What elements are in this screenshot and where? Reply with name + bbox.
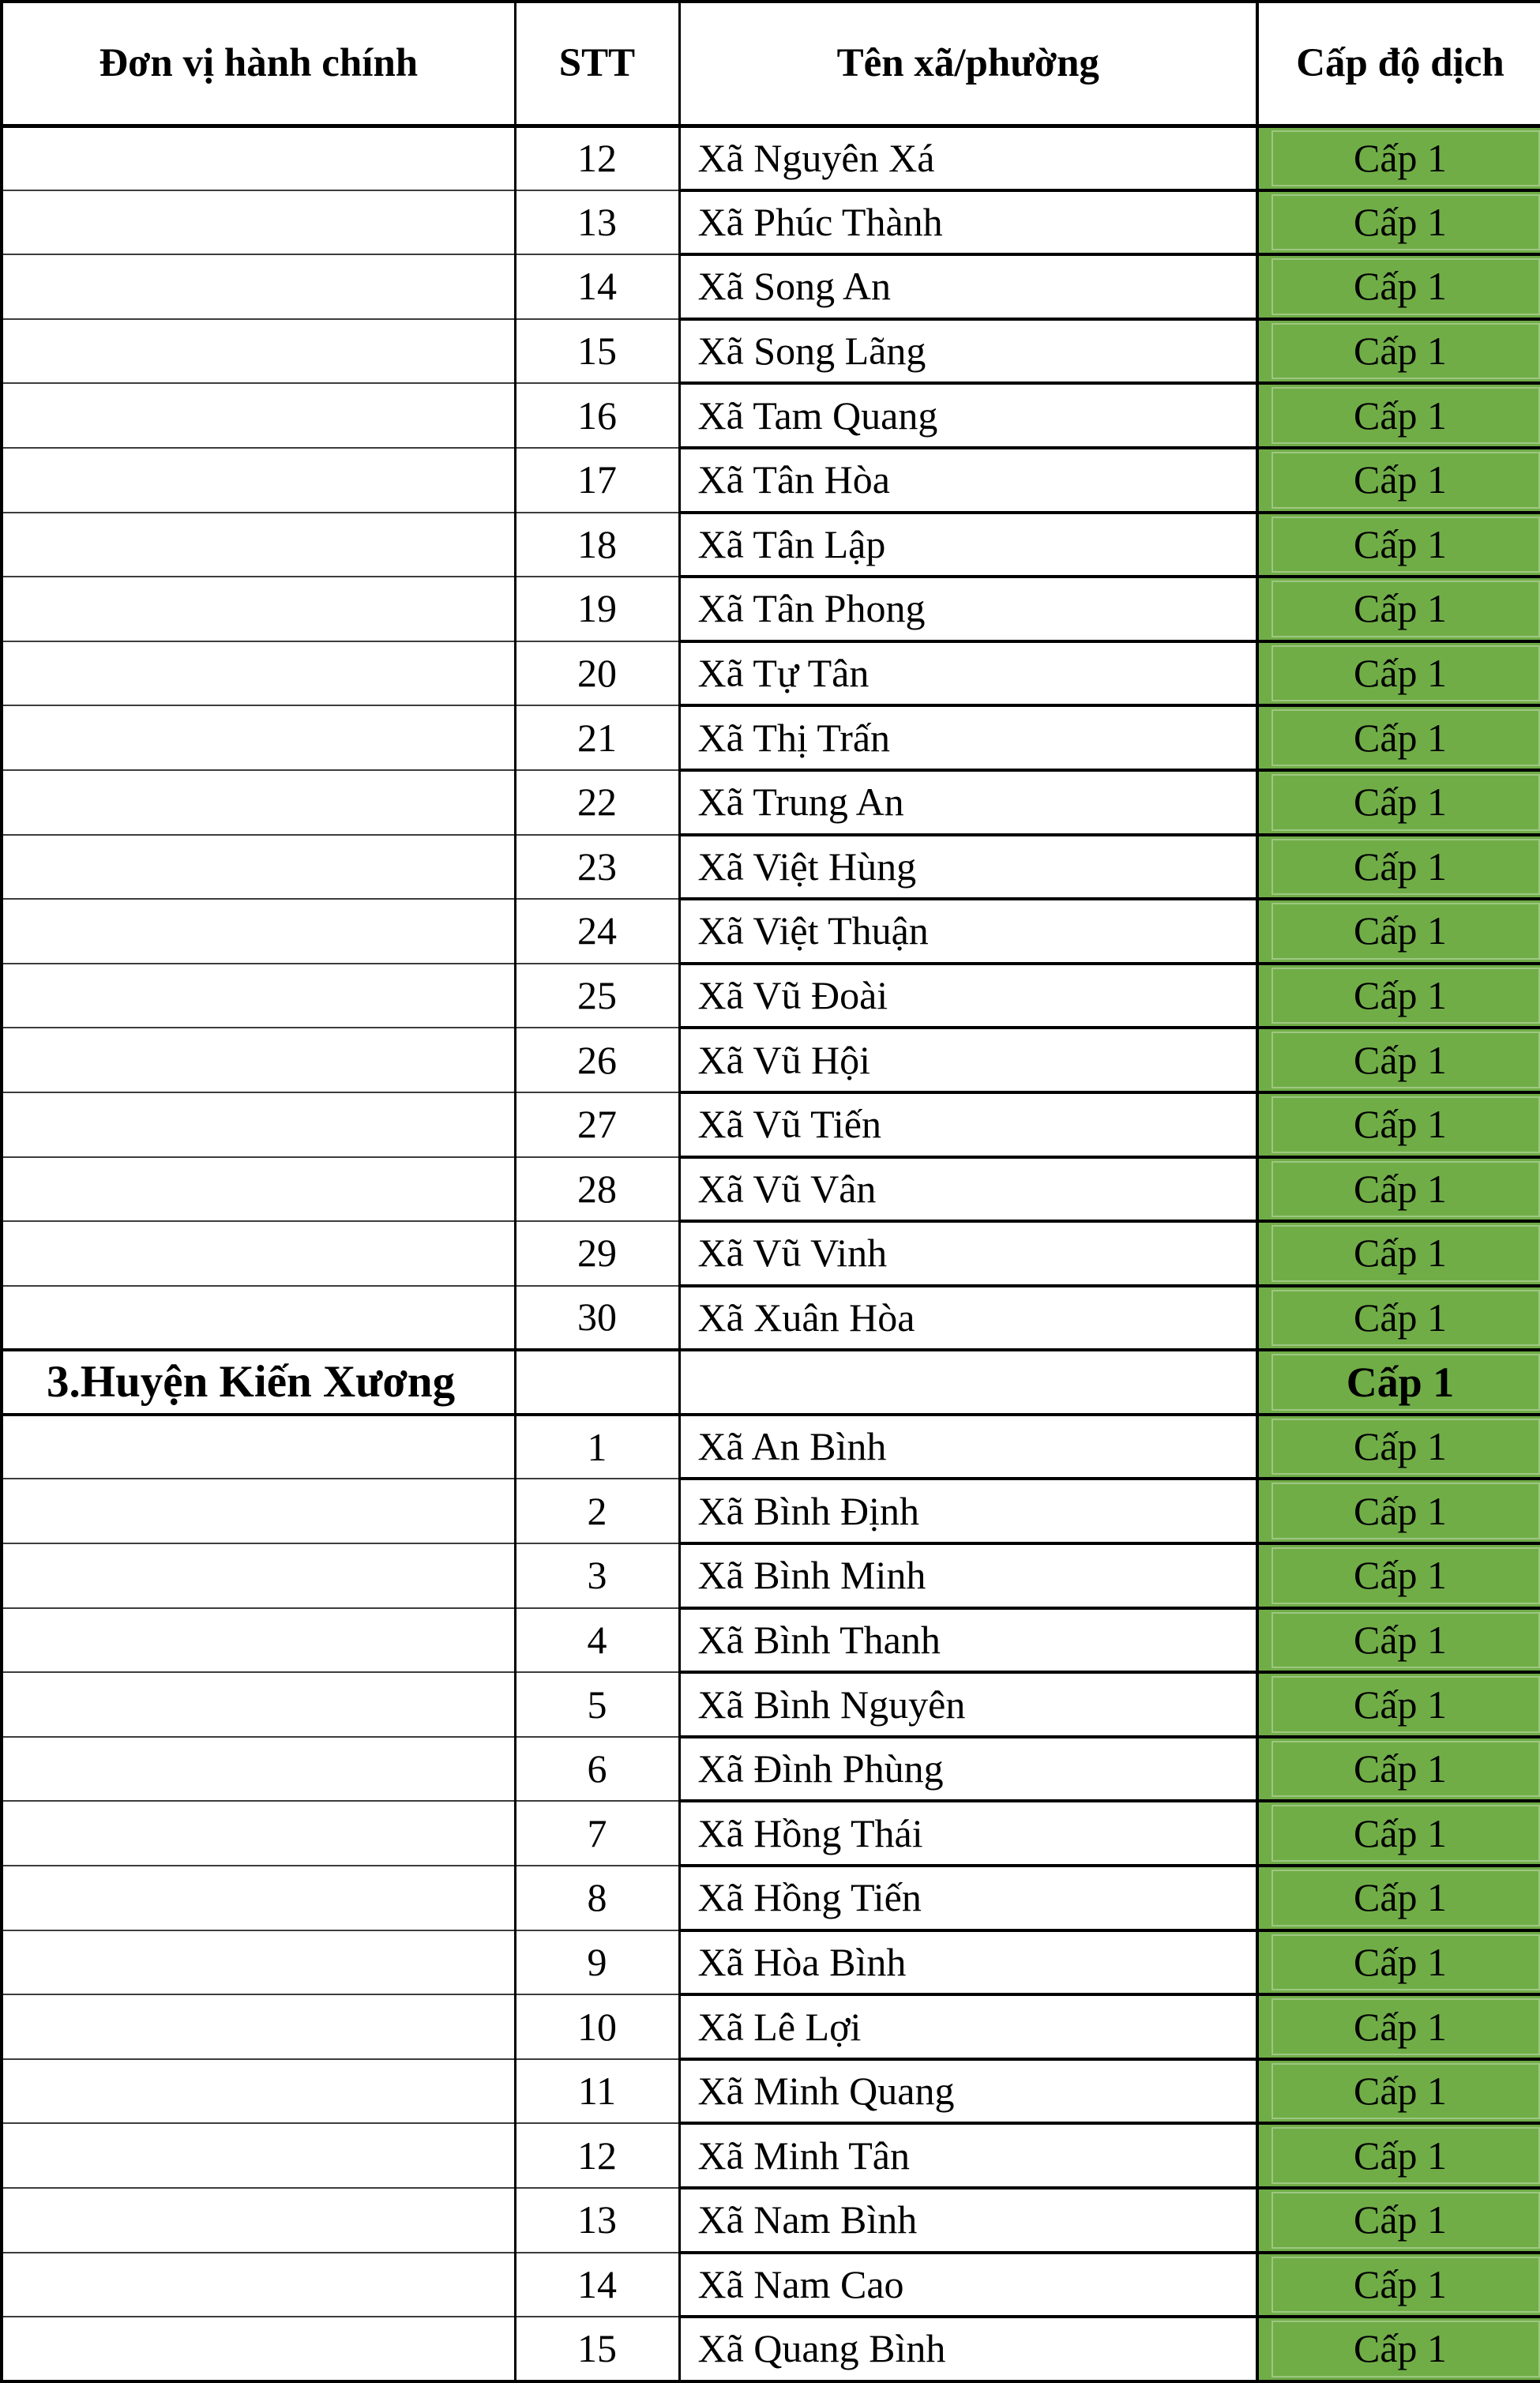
admin-unit-cell	[2, 1028, 515, 1092]
level-badge: Cấp 1	[1257, 770, 1540, 835]
commune-name-cell: Xã Vũ Vân	[679, 1157, 1257, 1222]
table-row	[2, 835, 1540, 900]
district-section-row	[2, 1350, 1540, 1415]
admin-unit-cell	[2, 126, 515, 190]
stt-cell: 23	[515, 835, 679, 900]
stt-cell: 12	[515, 2123, 679, 2188]
commune-name-cell: Xã Việt Thuận	[679, 899, 1257, 964]
table-header	[2, 2, 1540, 126]
table-row	[2, 1415, 1540, 1479]
commune-name-cell: Xã Bình Minh	[679, 1543, 1257, 1608]
commune-name-cell: Xã Nam Cao	[679, 2253, 1257, 2317]
table-row	[2, 1994, 1540, 2059]
commune-name-cell: Xã Phúc Thành	[679, 190, 1257, 255]
admin-unit-cell	[2, 1608, 515, 1673]
level-badge: Cấp 1	[1257, 964, 1540, 1028]
table-row	[2, 1092, 1540, 1157]
level-badge: Cấp 1	[1257, 1221, 1540, 1286]
level-badge: Cấp 1	[1257, 1866, 1540, 1930]
admin-unit-cell	[2, 1415, 515, 1479]
level-badge: Cấp 1	[1257, 1608, 1540, 1673]
stt-cell: 26	[515, 1028, 679, 1092]
table-row	[2, 1221, 1540, 1286]
level-badge: Cấp 1	[1257, 1092, 1540, 1157]
commune-name-cell: Xã Tự Tân	[679, 641, 1257, 706]
level-badge: Cấp 1	[1257, 448, 1540, 513]
commune-name-cell: Xã Minh Tân	[679, 2123, 1257, 2188]
stt-cell: 15	[515, 319, 679, 384]
stt-cell: 22	[515, 770, 679, 835]
admin-unit-cell	[2, 1286, 515, 1351]
table-row	[2, 1608, 1540, 1673]
commune-name-cell: Xã Tân Hòa	[679, 448, 1257, 513]
table-row	[2, 1866, 1540, 1930]
level-badge: Cấp 1	[1257, 641, 1540, 706]
level-badge: Cấp 1	[1257, 254, 1540, 319]
level-badge: Cấp 1	[1257, 1350, 1540, 1415]
admin-unit-cell	[2, 1930, 515, 1995]
table-row	[2, 319, 1540, 384]
table-row	[2, 1737, 1540, 1802]
commune-name-cell: Xã Minh Quang	[679, 2059, 1257, 2124]
commune-name-cell: Xã Thị Trấn	[679, 705, 1257, 770]
admin-unit-cell	[2, 319, 515, 384]
commune-name-cell: Xã Hồng Tiến	[679, 1866, 1257, 1930]
header-commune-name: Tên xã/phường	[679, 2, 1257, 126]
admin-unit-cell	[2, 2123, 515, 2188]
stt-cell: 3	[515, 1543, 679, 1608]
stt-cell: 13	[515, 190, 679, 255]
stt-cell: 16	[515, 383, 679, 448]
table-row	[2, 1479, 1540, 1543]
commune-name-cell: Xã Đình Phùng	[679, 1737, 1257, 1802]
stt-cell: 30	[515, 1286, 679, 1351]
table-row	[2, 513, 1540, 577]
admin-unit-cell	[2, 1994, 515, 2059]
level-badge: Cấp 1	[1257, 383, 1540, 448]
commune-name-cell	[679, 1350, 1257, 1415]
stt-cell: 15	[515, 2317, 679, 2381]
commune-name-cell: Xã Việt Hùng	[679, 835, 1257, 900]
admin-unit-cell	[2, 641, 515, 706]
table-row	[2, 1543, 1540, 1608]
admin-unit-cell	[2, 2317, 515, 2381]
level-badge: Cấp 1	[1257, 1543, 1540, 1608]
stt-cell: 10	[515, 1994, 679, 2059]
table-row	[2, 964, 1540, 1028]
level-badge: Cấp 1	[1257, 835, 1540, 900]
header-row	[2, 2, 1540, 126]
stt-cell: 24	[515, 899, 679, 964]
commune-name-cell: Xã Vũ Vinh	[679, 1221, 1257, 1286]
level-badge: Cấp 1	[1257, 2317, 1540, 2381]
table-row	[2, 383, 1540, 448]
table-row	[2, 1157, 1540, 1222]
table-row	[2, 254, 1540, 319]
header-stt: STT	[515, 2, 679, 126]
admin-unit-cell	[2, 835, 515, 900]
table-row	[2, 577, 1540, 641]
admin-unit-cell	[2, 2059, 515, 2124]
commune-name-cell: Xã Nam Bình	[679, 2188, 1257, 2253]
admin-unit-cell: 3.Huyện Kiến Xương	[2, 1350, 515, 1415]
level-badge: Cấp 1	[1257, 1994, 1540, 2059]
table-row	[2, 1930, 1540, 1995]
admin-unit-cell	[2, 1672, 515, 1737]
admin-unit-cell	[2, 1157, 515, 1222]
admin-unit-cell	[2, 1737, 515, 1802]
level-badge: Cấp 1	[1257, 1737, 1540, 1802]
commune-name-cell: Xã Song An	[679, 254, 1257, 319]
commune-name-cell: Xã Tân Lập	[679, 513, 1257, 577]
stt-cell: 27	[515, 1092, 679, 1157]
stt-cell: 13	[515, 2188, 679, 2253]
commune-name-cell: Xã Song Lãng	[679, 319, 1257, 384]
admin-unit-cell	[2, 577, 515, 641]
stt-cell: 11	[515, 2059, 679, 2124]
header-epidemic-level: Cấp độ dịch	[1257, 2, 1540, 126]
stt-cell: 5	[515, 1672, 679, 1737]
table-row	[2, 770, 1540, 835]
stt-cell: 14	[515, 254, 679, 319]
table-row	[2, 1028, 1540, 1092]
stt-cell: 12	[515, 126, 679, 190]
table-row	[2, 2188, 1540, 2253]
level-badge: Cấp 1	[1257, 126, 1540, 190]
table-row	[2, 126, 1540, 190]
admin-unit-cell	[2, 1543, 515, 1608]
stt-cell: 14	[515, 2253, 679, 2317]
table-row	[2, 448, 1540, 513]
commune-name-cell: Xã Xuân Hòa	[679, 1286, 1257, 1351]
table-row	[2, 190, 1540, 255]
commune-name-cell: Xã Vũ Đoài	[679, 964, 1257, 1028]
commune-name-cell: Xã An Bình	[679, 1415, 1257, 1479]
level-badge: Cấp 1	[1257, 899, 1540, 964]
header-admin-unit: Đơn vị hành chính	[2, 2, 515, 126]
admin-unit-cell	[2, 383, 515, 448]
table-row	[2, 1801, 1540, 1866]
table-row	[2, 899, 1540, 964]
stt-cell: 25	[515, 964, 679, 1028]
stt-cell: 19	[515, 577, 679, 641]
commune-name-cell: Xã Hòa Bình	[679, 1930, 1257, 1995]
level-badge: Cấp 1	[1257, 2253, 1540, 2317]
admin-unit-cell	[2, 964, 515, 1028]
table-row	[2, 705, 1540, 770]
level-badge: Cấp 1	[1257, 190, 1540, 255]
commune-name-cell: Xã Bình Định	[679, 1479, 1257, 1543]
commune-name-cell: Xã Bình Thanh	[679, 1608, 1257, 1673]
level-badge: Cấp 1	[1257, 2123, 1540, 2188]
admin-unit-cell	[2, 770, 515, 835]
commune-name-cell: Xã Tân Phong	[679, 577, 1257, 641]
level-badge: Cấp 1	[1257, 1479, 1540, 1543]
level-badge: Cấp 1	[1257, 1415, 1540, 1479]
table-row	[2, 1286, 1540, 1351]
table-row	[2, 2317, 1540, 2381]
level-badge: Cấp 1	[1257, 1157, 1540, 1222]
stt-cell: 20	[515, 641, 679, 706]
level-badge: Cấp 1	[1257, 1028, 1540, 1092]
stt-cell: 29	[515, 1221, 679, 1286]
admin-unit-cell	[2, 899, 515, 964]
commune-name-cell: Xã Nguyên Xá	[679, 126, 1257, 190]
table-row	[2, 1672, 1540, 1737]
stt-cell	[515, 1350, 679, 1415]
level-badge: Cấp 1	[1257, 2059, 1540, 2124]
level-badge: Cấp 1	[1257, 2188, 1540, 2253]
admin-unit-cell	[2, 448, 515, 513]
admin-unit-cell	[2, 1092, 515, 1157]
admin-unit-cell	[2, 2253, 515, 2317]
stt-cell: 28	[515, 1157, 679, 1222]
stt-cell: 4	[515, 1608, 679, 1673]
table-body	[2, 126, 1540, 2381]
admin-unit-cell	[2, 1866, 515, 1930]
admin-unit-cell	[2, 190, 515, 255]
level-badge: Cấp 1	[1257, 1930, 1540, 1995]
stt-cell: 18	[515, 513, 679, 577]
admin-unit-cell	[2, 1479, 515, 1543]
stt-cell: 7	[515, 1801, 679, 1866]
stt-cell: 17	[515, 448, 679, 513]
level-badge: Cấp 1	[1257, 1672, 1540, 1737]
table-row	[2, 2059, 1540, 2124]
level-badge: Cấp 1	[1257, 577, 1540, 641]
admin-unit-cell	[2, 1801, 515, 1866]
level-badge: Cấp 1	[1257, 1286, 1540, 1351]
level-badge: Cấp 1	[1257, 705, 1540, 770]
stt-cell: 8	[515, 1866, 679, 1930]
admin-unit-cell	[2, 513, 515, 577]
stt-cell: 9	[515, 1930, 679, 1995]
admin-unit-cell	[2, 2188, 515, 2253]
table-row	[2, 641, 1540, 706]
commune-name-cell: Xã Hồng Thái	[679, 1801, 1257, 1866]
admin-unit-cell	[2, 1221, 515, 1286]
table-row	[2, 2253, 1540, 2317]
level-badge: Cấp 1	[1257, 513, 1540, 577]
admin-unit-cell	[2, 254, 515, 319]
stt-cell: 2	[515, 1479, 679, 1543]
level-badge: Cấp 1	[1257, 1801, 1540, 1866]
commune-name-cell: Xã Vũ Tiến	[679, 1092, 1257, 1157]
commune-name-cell: Xã Bình Nguyên	[679, 1672, 1257, 1737]
commune-name-cell: Xã Tam Quang	[679, 383, 1257, 448]
stt-cell: 6	[515, 1737, 679, 1802]
admin-unit-cell	[2, 705, 515, 770]
stt-cell: 21	[515, 705, 679, 770]
commune-name-cell: Xã Lê Lợi	[679, 1994, 1257, 2059]
stt-cell: 1	[515, 1415, 679, 1479]
level-badge: Cấp 1	[1257, 319, 1540, 384]
commune-name-cell: Xã Trung An	[679, 770, 1257, 835]
table-row	[2, 2123, 1540, 2188]
commune-name-cell: Xã Vũ Hội	[679, 1028, 1257, 1092]
commune-name-cell: Xã Quang Bình	[679, 2317, 1257, 2381]
